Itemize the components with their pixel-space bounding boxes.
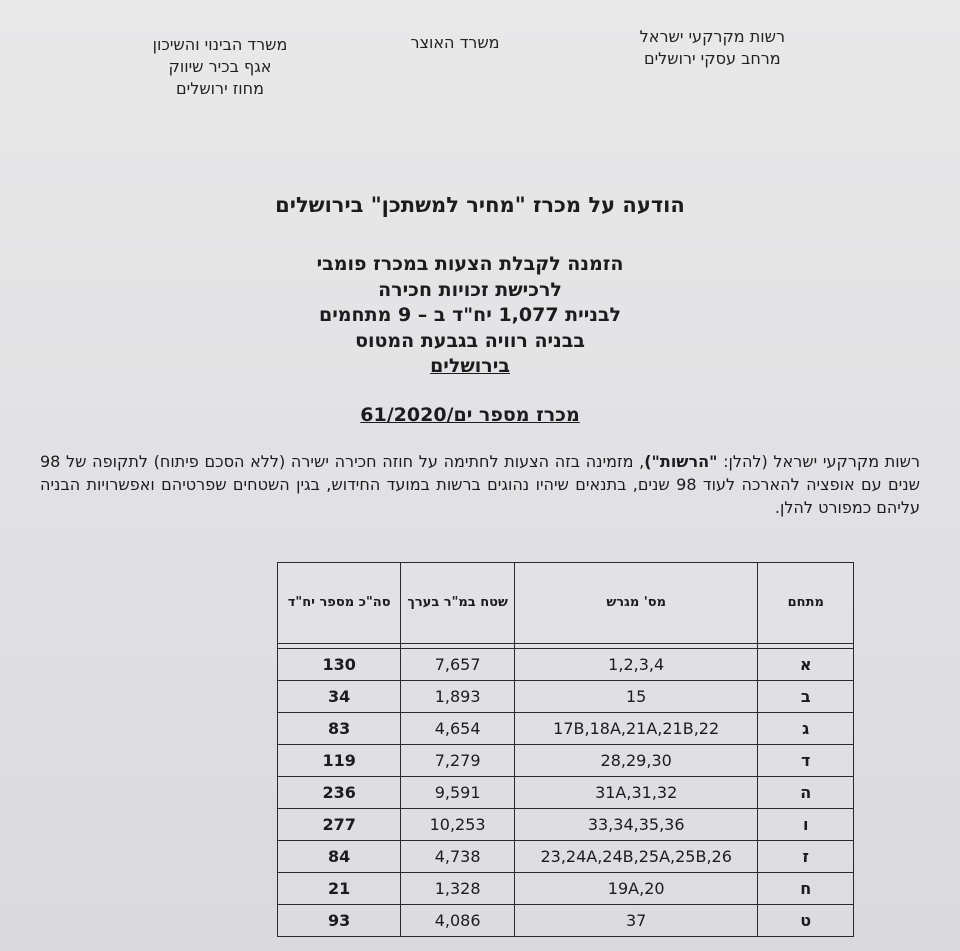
- cell-size: 1,893: [401, 681, 515, 713]
- page-title: הודעה על מכרז "מחיר למשתכן" בירושלים: [275, 193, 685, 217]
- cell-units: 84: [278, 841, 401, 873]
- table-row: [278, 713, 854, 745]
- header-size: שטח במ"ר בערך: [401, 563, 515, 644]
- table-row: [278, 681, 854, 713]
- cell-units: 277: [278, 809, 401, 841]
- subtitle-line-3: לבניית 1,077 יח"ד ב – 9 מתחמים: [318, 304, 622, 326]
- cell-plot: 15: [514, 681, 758, 713]
- header-left-line-3: מחוז ירושלים: [176, 79, 264, 98]
- cell-area: א: [758, 649, 854, 681]
- intro-part-2: , מזמינה בזה הצעות לחתימה על חוזה חכירה ישירה (ללא הסכם פיתוח) לתקופה של 98 שנים עם אופציה להארכה לעוד 98 שנים, בתנאים שיהיו נהוגים ברשות במועד החידוש, בגין השטחים שפרטיהם ואפשרויות הבניה עליהם כמפורט להלן.: [40, 452, 920, 517]
- intro-paragraph: [40, 450, 920, 519]
- cell-plot: 31A,31,32: [514, 777, 758, 809]
- tender-number: מכרז מספר ים/61/2020: [360, 404, 580, 426]
- cell-plot: 1,2,3,4: [514, 649, 758, 681]
- header-right-line-1: רשות מקרקעי ישראל: [639, 27, 785, 46]
- header-units: סה"כ מספר יח"ד: [278, 563, 401, 644]
- cell-plot: 23,24A,24B,25A,25B,26: [514, 841, 758, 873]
- cell-units: 236: [278, 777, 401, 809]
- table-header-row: [278, 563, 854, 644]
- plots-table: [277, 562, 854, 937]
- cell-size: 4,654: [401, 713, 515, 745]
- header-left-line-1: משרד הבינוי והשיכון: [152, 35, 288, 54]
- cell-plot: 33,34,35,36: [514, 809, 758, 841]
- cell-area: ה: [758, 777, 854, 809]
- header-finance-ministry: [400, 32, 510, 54]
- cell-size: 7,279: [401, 745, 515, 777]
- header-plot: מס' מגרש: [514, 563, 758, 644]
- cell-area: ח: [758, 873, 854, 905]
- subtitle-line-1: הזמנה לקבלת הצעות במכרז פומבי: [316, 253, 624, 275]
- cell-area: ט: [758, 905, 854, 937]
- subtitle-line-2: לרכישת זכויות חכירה: [378, 278, 562, 301]
- header-area: מתחם: [758, 563, 854, 644]
- header-left-line-2: אגף בכיר שיווק: [168, 57, 272, 76]
- cell-plot: 19A,20: [514, 873, 758, 905]
- intro-part-1: רשות מקרקעי ישראל (להלן:: [717, 452, 921, 471]
- table-row: [278, 905, 854, 937]
- table-row: [278, 841, 854, 873]
- cell-units: 119: [278, 745, 401, 777]
- table-row: [278, 745, 854, 777]
- cell-size: 9,591: [401, 777, 515, 809]
- cell-plot: 28,29,30: [514, 745, 758, 777]
- header-housing-ministry: [130, 34, 310, 100]
- cell-area: ו: [758, 809, 854, 841]
- cell-size: 4,086: [401, 905, 515, 937]
- cell-size: 10,253: [401, 809, 515, 841]
- header-right-line-2: מרחב עסקי ירושלים: [643, 49, 781, 68]
- cell-units: 83: [278, 713, 401, 745]
- cell-size: 4,738: [401, 841, 515, 873]
- intro-bold: "הרשות"): [644, 452, 718, 471]
- cell-size: 1,328: [401, 873, 515, 905]
- table-row: [278, 809, 854, 841]
- table-row: [278, 649, 854, 681]
- cell-units: 34: [278, 681, 401, 713]
- table-row: [278, 777, 854, 809]
- subtitle-line-5: בירושלים: [430, 355, 510, 377]
- cell-size: 7,657: [401, 649, 515, 681]
- cell-area: ז: [758, 841, 854, 873]
- cell-units: 93: [278, 905, 401, 937]
- cell-area: ב: [758, 681, 854, 713]
- cell-units: 130: [278, 649, 401, 681]
- cell-area: ד: [758, 745, 854, 777]
- cell-plot: 37: [514, 905, 758, 937]
- subtitle-block: [250, 252, 690, 380]
- table-row: [278, 873, 854, 905]
- subtitle-line-4: בבניה רוויה בגבעת המטוס: [355, 329, 585, 352]
- cell-units: 21: [278, 873, 401, 905]
- header-middle-line-1: משרד האוצר: [410, 33, 500, 52]
- cell-plot: 17B,18A,21A,21B,22: [514, 713, 758, 745]
- header-israel-land-authority: [640, 26, 785, 70]
- cell-area: ג: [758, 713, 854, 745]
